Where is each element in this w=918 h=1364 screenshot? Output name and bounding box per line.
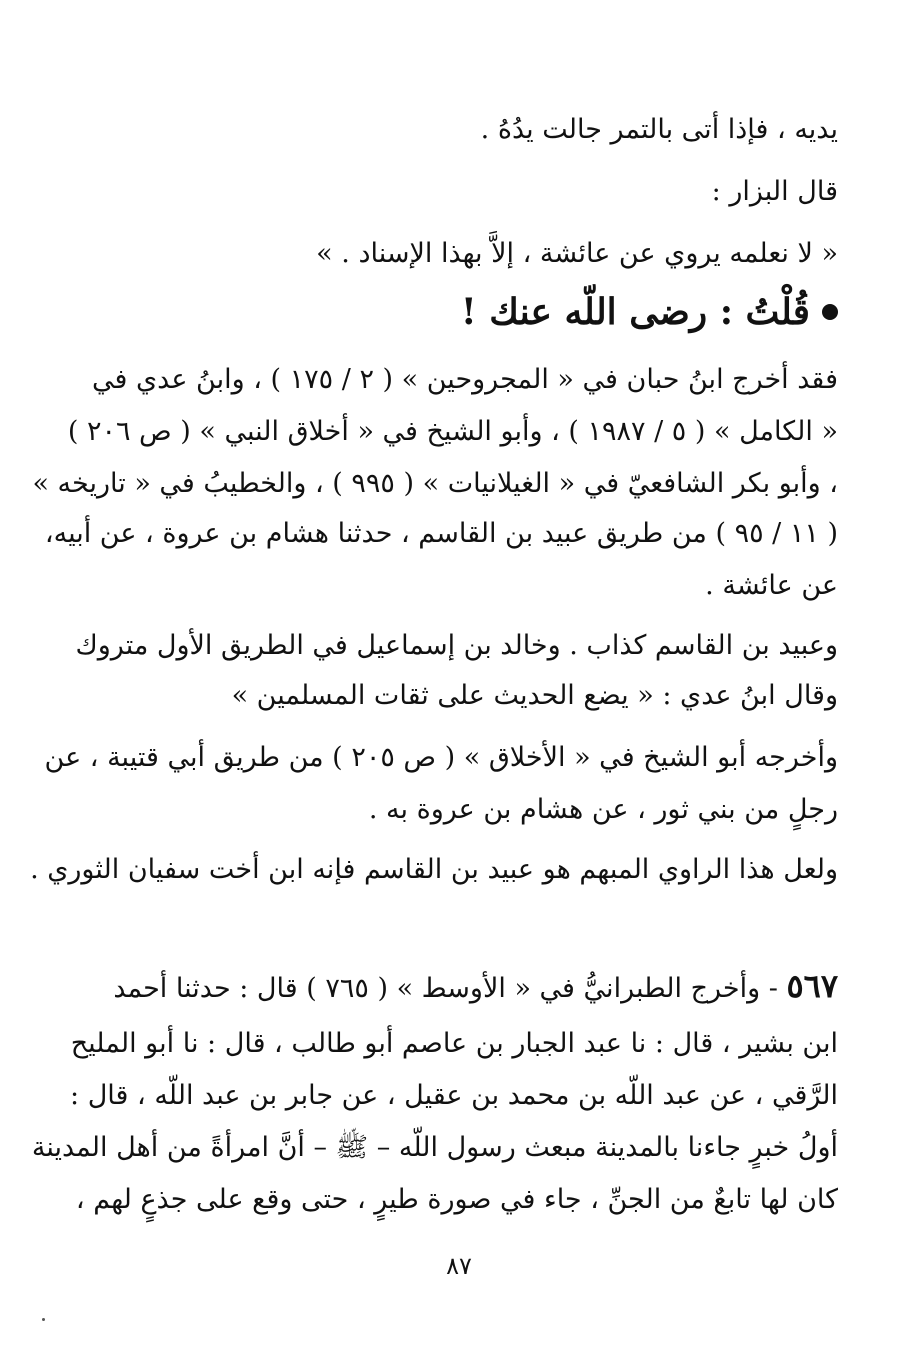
page-number: ٨٧ xyxy=(446,1252,472,1280)
scan-speck xyxy=(42,1318,45,1321)
text-line-p3-1: وأخرجه أبو الشيخ في « الأخلاق » ( ص ٢٠٥ ) من طريق أبي قتيبة ، عن xyxy=(44,742,838,773)
text-line-p4-1: ولعل هذا الراوي المبهم هو عبيد بن القاسم فإنه ابن أخت سفيان الثوري . xyxy=(30,854,838,885)
text-line-2: قال البزار : xyxy=(711,176,838,207)
text-line-p1-2: « الكامل » ( ٥ / ١٩٨٧ ) ، وأبو الشيخ في « أخلاق النبي » ( ص ٢٠٦ ) xyxy=(67,416,838,447)
text-line-p1-4: ( ١١ / ٩٥ ) من طريق عبيد بن القاسم ، حدثنا هشام بن عروة ، عن أبيه، xyxy=(44,518,838,549)
heading-text: قُلْتُ : رضى اللّه عنك ! xyxy=(460,291,810,333)
text-line-1: يديه ، فإذا أتى بالتمر جالت يدُهُ . xyxy=(480,114,838,145)
text-line-p3-2: رجلٍ من بني ثور ، عن هشام بن عروة به . xyxy=(368,794,838,825)
text-line-p2-1: وعبيد بن القاسم كذاب . وخالد بن إسماعيل في الطريق الأول متروك xyxy=(75,630,838,661)
bullet-icon xyxy=(822,304,838,320)
text-line-p5-2: ابن بشير ، قال : نا عبد الجبار بن عاصم أبو طالب ، قال : نا أبو المليح xyxy=(70,1028,838,1059)
text-line-3: « لا نعلمه يروي عن عائشة ، إلاَّ بهذا الإسناد . » xyxy=(316,238,838,269)
text-line-p5-4: أولُ خبرٍ جاءنا بالمدينة مبعث رسول اللّه – ﷺ – أنَّ امرأةً من أهل المدينة xyxy=(31,1132,838,1163)
hadith-number: ٥٦٧ xyxy=(786,967,838,1005)
text-line-p1-1: فقد أخرج ابنُ حبان في « المجروحين » ( ٢ / ١٧٥ ) ، وابنُ عدي في xyxy=(92,364,838,395)
text-line-p1-3: ، وأبو بكر الشافعيّ في « الغيلانيات » ( ٩٩٥ ) ، والخطيبُ في « تاريخه » xyxy=(32,468,838,499)
text-line-p5-5: كان لها تابعٌ من الجنِّ ، جاء في صورة طيرٍ ، حتى وقع على جذعٍ لهم ، xyxy=(75,1184,838,1215)
hadith-heading-line xyxy=(113,966,838,1006)
text-line-p1-5: عن عائشة . xyxy=(705,570,838,601)
section-heading xyxy=(461,288,838,336)
hadith-heading-text: - وأخرج الطبرانيُّ في « الأوسط » ( ٧٦٥ ) قال : حدثنا أحمد xyxy=(113,973,778,1004)
text-line-p2-2: وقال ابنُ عدي : « يضع الحديث على ثقات المسلمين » xyxy=(231,680,838,711)
text-line-p5-3: الرَّقي ، عن عبد اللّه بن محمد بن عقيل ، عن جابر بن عبد اللّه ، قال : xyxy=(70,1080,838,1111)
